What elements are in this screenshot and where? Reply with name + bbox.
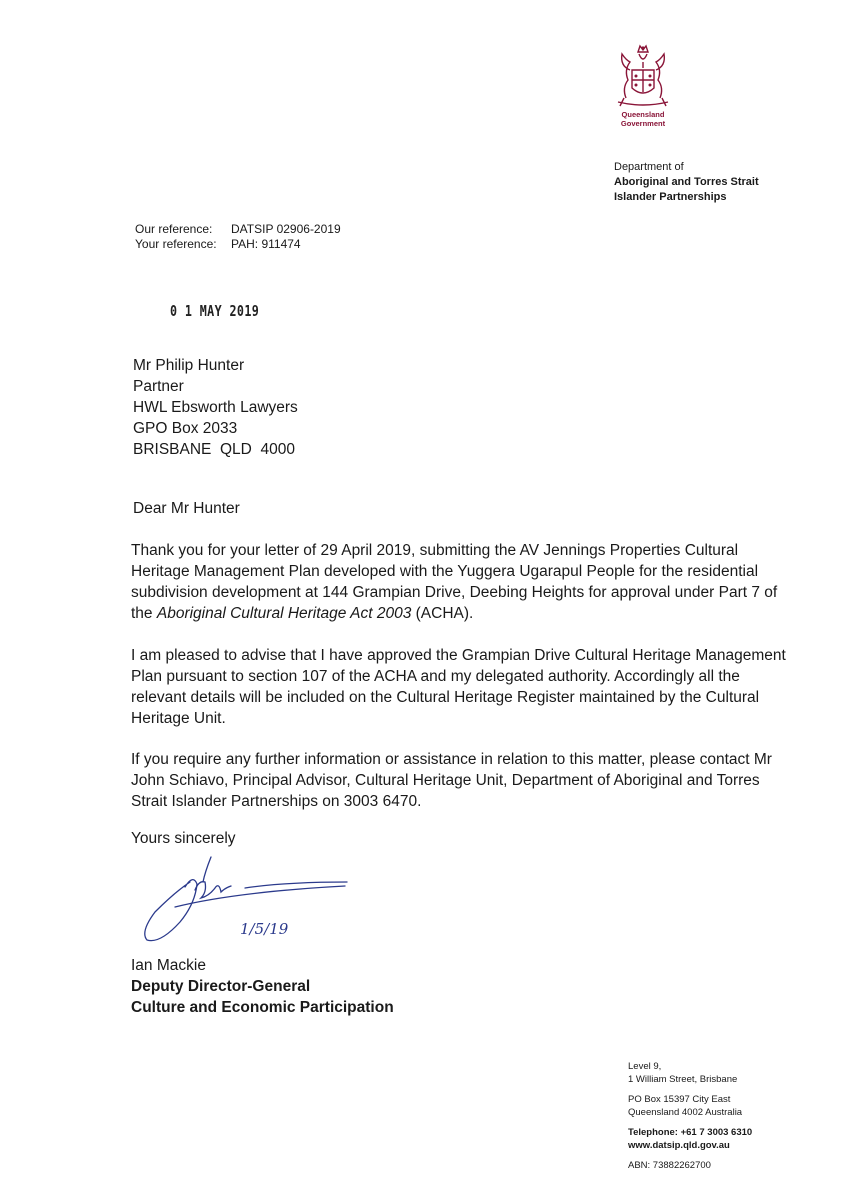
- references-block: [135, 222, 341, 252]
- body-paragraph-1: [131, 540, 791, 624]
- signer-division: Culture and Economic Participation: [131, 999, 394, 1016]
- addressee-company: HWL Ebsworth Lawyers: [133, 399, 298, 416]
- act-title: Aboriginal Cultural Heritage Act 2003: [156, 605, 412, 622]
- our-reference-value: DATSIP 02906-2019: [231, 222, 341, 236]
- signer-title: Deputy Director-General: [131, 978, 311, 995]
- dept-line-2: Aboriginal and Torres Strait: [614, 176, 759, 188]
- signature-date: 1/5/19: [240, 920, 289, 938]
- signature-icon: [135, 852, 355, 952]
- date-stamp: 0 1 MAY 2019: [170, 302, 260, 320]
- footer-telephone: Telephone: +61 7 3003 6310: [628, 1127, 753, 1138]
- addressee-title: Partner: [133, 378, 184, 395]
- body-paragraph-2: I am pleased to advise that I have approved the Grampian Drive Cultural Heritage Management Plan pursuant to section 107 of the ACHA and my delegated authority. Accordingly all the relevant details will be included on the Cultural Heritage Register maintained by the Cultural Heritage Unit.: [131, 647, 786, 727]
- addressee-city: BRISBANE QLD 4000: [133, 441, 295, 458]
- your-reference-value: PAH: 911474: [231, 237, 301, 251]
- addressee-po-box: GPO Box 2033: [133, 420, 238, 437]
- footer-abn: ABN: 73882262700: [628, 1160, 711, 1171]
- footer-address-1: Level 9,: [628, 1061, 662, 1072]
- dept-line-3: Islander Partnerships: [614, 191, 727, 203]
- body-paragraph-3: If you require any further information or assistance in relation to this matter, please contact Mr John Schiavo, Principal Advisor, Cultural Heritage Unit, Department of Aboriginal and Torres Strait Islander Partnerships on 3003 6470.: [131, 751, 772, 810]
- our-reference-row: [135, 222, 341, 237]
- signature: [135, 852, 355, 952]
- p1-text-end: (ACHA).: [411, 605, 474, 622]
- coat-of-arms-icon: [612, 40, 674, 110]
- crest-text-queensland: Queensland: [621, 110, 665, 119]
- your-reference-label: Your reference:: [135, 237, 217, 251]
- addressee-name: Mr Philip Hunter: [133, 357, 245, 374]
- your-reference-row: [135, 237, 341, 252]
- dept-line-1: Department of: [614, 161, 684, 173]
- footer-contact: [628, 1061, 752, 1173]
- footer-address-2: 1 William Street, Brisbane: [628, 1073, 738, 1085]
- queensland-government-crest: [612, 40, 674, 130]
- signer-name: Ian Mackie: [131, 957, 206, 974]
- department-block: [614, 160, 759, 205]
- p1-text-start: Thank you for your letter of 29 April 2019, submitting the AV Jennings Properties Cultural Heritage Management Plan developed with the Yuggera Ugarapul People for the residential subdivision development at 144 Grampian Drive, Deebing Heights for approval under Part 7 of the: [131, 542, 778, 622]
- crest-text-government: Government: [620, 119, 666, 128]
- signer-block: [131, 955, 394, 1018]
- salutation: Dear Mr Hunter: [133, 500, 240, 517]
- footer-website: www.datsip.qld.gov.au: [628, 1139, 730, 1151]
- closing: Yours sincerely: [131, 830, 236, 847]
- footer-po-2: Queensland 4002 Australia: [628, 1106, 743, 1118]
- footer-po-1: PO Box 15397 City East: [628, 1094, 731, 1105]
- addressee-block: [133, 355, 298, 460]
- our-reference-label: Our reference:: [135, 222, 213, 236]
